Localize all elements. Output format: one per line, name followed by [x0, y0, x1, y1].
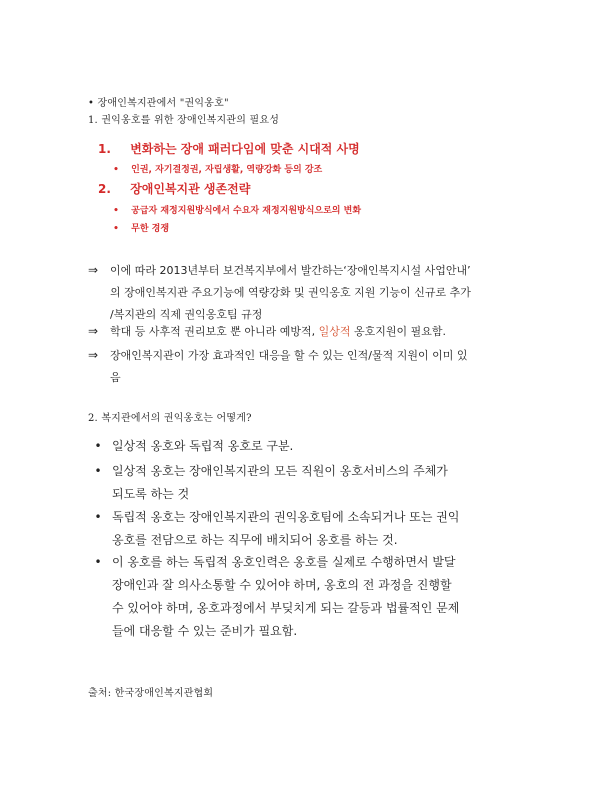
bullet-4-line-b: 장애인과 잘 의사소통할 수 있어야 하며, 옹호의 전 과정을 진행할	[112, 578, 452, 592]
section2-bullet-3	[92, 506, 459, 552]
outline-item-1-sub-1	[110, 162, 322, 175]
arrow-icon: ⇒	[88, 263, 99, 277]
document-title	[88, 94, 229, 109]
section1-heading: 1. 권익옹호를 위한 장애인복지관의 필요성	[88, 115, 280, 126]
outline-item-1-number: 1.	[98, 142, 111, 156]
source-citation: 출처: 한국장애인복지관협회	[88, 688, 214, 699]
bullet-4-line-a: 이 옹호를 하는 독립적 옹호인력은 옹호를 실제로 수행하면서 발달	[112, 555, 456, 569]
outline-item-2-number: 2.	[98, 182, 111, 196]
bullet-3-line-a: 독립적 옹호는 장애인복지관의 권익옹호팀에 소속되거나 또는 권익	[112, 510, 460, 524]
arrow-3-line-a: 장애인복지관이 가장 효과적인 대응을 할 수 있는 인적/물적 지원이 이미 있	[110, 349, 468, 362]
outline-item-2-sub-1-text: 공급자 재정지원방식에서 수요자 재정지원방식으로의 변화	[131, 206, 362, 216]
sub-bullet: •	[113, 165, 119, 175]
outline-item-1	[98, 140, 360, 157]
title-bullet: •	[88, 98, 95, 109]
outline-item-2-sub-2	[110, 221, 169, 234]
sub-bullet: •	[113, 224, 119, 234]
section2-bullet-1	[92, 435, 293, 458]
bullet: •	[94, 555, 102, 569]
arrow-1-line-b: 의 장애인복지관 주요기능에 역량강화 및 권익옹호 지원 기능이 신규로 추가	[110, 286, 471, 299]
arrow-paragraph-3	[88, 344, 467, 389]
outline-item-2-title: 장애인복지관 생존전략	[130, 182, 251, 196]
bullet: •	[94, 439, 102, 453]
outline-item-2	[98, 180, 250, 197]
section2-heading: 2. 복지관에서의 권익옹호는 어떻게?	[88, 413, 252, 424]
outline-item-2-sub-1	[110, 203, 361, 216]
arrow-1-line-c: /복지관의 직제 권익옹호팀 규정	[110, 308, 263, 321]
section2-bullet-2	[92, 460, 448, 506]
bullet-2-line-a: 일상적 옹호는 장애인복지관의 모든 직원이 옹호서비스의 주체가	[112, 464, 448, 478]
bullet-3-line-b: 옹호를 전담으로 하는 직무에 배치되어 옹호를 하는 것.	[112, 533, 398, 547]
arrow-3-line-b: 음	[110, 371, 121, 384]
bullet-2-line-b: 되도록 하는 것	[112, 487, 190, 501]
bullet: •	[94, 464, 102, 478]
arrow-2-post: 옹호지원이 필요함.	[350, 325, 447, 338]
bullet-4-line-d: 들에 대응할 수 있는 준비가 필요함.	[112, 624, 298, 638]
section2-bullet-4	[92, 551, 459, 643]
arrow-paragraph-2	[88, 320, 446, 343]
outline-item-2-sub-2-text: 무한 경쟁	[131, 224, 170, 234]
arrow-paragraph-1	[88, 259, 471, 326]
arrow-2-pre: 학대 등 사후적 권리보호 뿐 아니라 예방적,	[110, 325, 319, 338]
title-text: 장애인복지관에서 "권익옹호"	[97, 98, 229, 109]
outline-item-1-sub-1-text: 인권, 자기결정권, 자립생활, 역량강화 등의 강조	[131, 165, 323, 175]
arrow-icon: ⇒	[88, 324, 99, 338]
bullet-1-text: 일상적 옹호와 독립적 옹호로 구분.	[112, 439, 294, 453]
sub-bullet: •	[113, 206, 119, 216]
bullet: •	[94, 510, 102, 524]
outline-item-1-title: 변화하는 장애 패러다임에 맞춘 시대적 사명	[130, 142, 360, 156]
arrow-1-line-a: 이에 따라 2013년부터 보건복지부에서 발간하는‘장애인복지시설 사업안내’	[110, 264, 471, 277]
bullet-4-line-c: 수 있어야 하며, 옹호과정에서 부딪치게 되는 갈등과 법률적인 문제	[112, 601, 460, 615]
arrow-2-highlight: 일상적	[318, 325, 351, 338]
arrow-icon: ⇒	[88, 348, 99, 362]
